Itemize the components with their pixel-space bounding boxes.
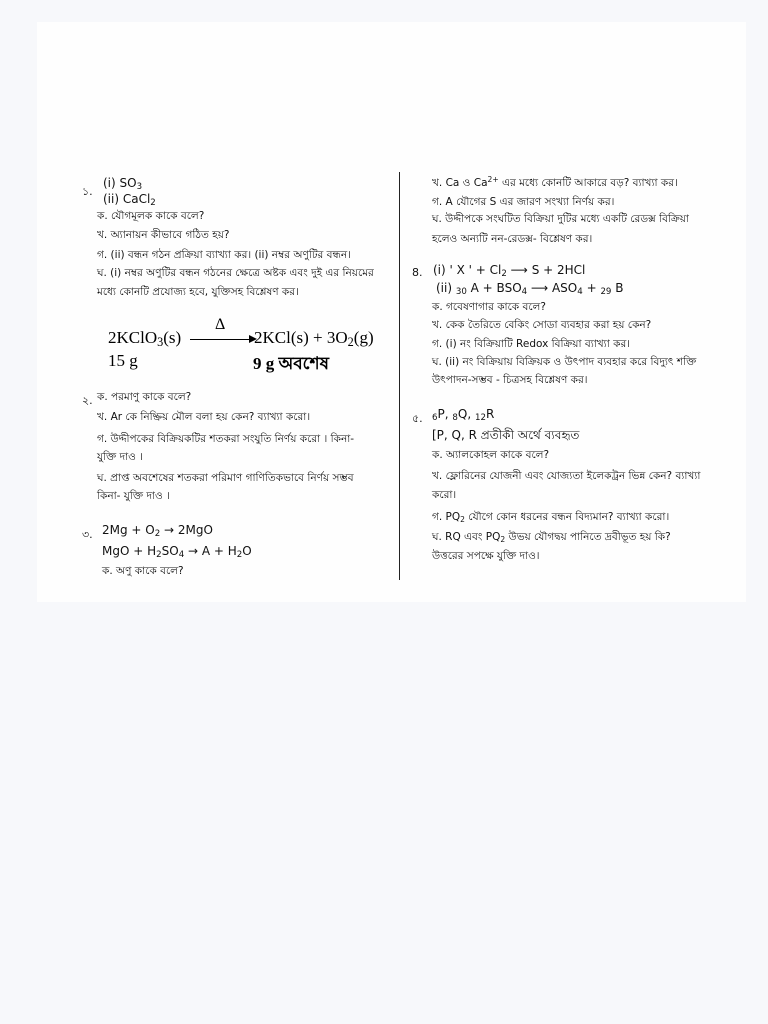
subscript: 2 — [347, 335, 354, 350]
sub-question-b: খ. কেক তৈরিতে বেকিং সোডা ব্যবহার করা হয় কেন? — [432, 319, 652, 331]
equation-text: ⟶ ASO — [527, 281, 578, 295]
reaction-line — [433, 263, 586, 280]
superscript: 2+ — [487, 174, 499, 184]
equation-text: 2KCl(s) + 3O — [254, 328, 348, 347]
reaction-line — [102, 523, 213, 540]
subscript: 29 — [600, 287, 612, 298]
subscript: 2 — [501, 269, 507, 280]
subscript: 4 — [178, 550, 185, 561]
symbol-text: R — [485, 407, 495, 421]
symbol-text: Q, — [457, 407, 475, 421]
sub-question-b-cont: করো। — [432, 489, 457, 501]
subscript: 12 — [474, 413, 486, 424]
subscript: 4 — [521, 287, 528, 298]
reaction-line — [102, 544, 252, 561]
subscript: 3 — [157, 335, 164, 350]
question-number: 8. — [412, 266, 423, 279]
equation-text: MgO + H — [102, 544, 157, 558]
sub-question-c: গ. (ii) বন্ধন গঠন প্রক্রিয়া ব্যাখ্যা কর। (ii) নম্বর অণুটির বন্ধন। — [97, 249, 351, 261]
sub-question-b: খ. অ্যানায়ন কীভাবে গঠিত হয়? — [97, 229, 230, 241]
equation-text: 2KClO — [108, 328, 158, 347]
question-number: ১. — [82, 185, 93, 198]
equation-text: → 2MgO — [160, 523, 213, 537]
equation-text: 2Mg + O — [102, 523, 155, 537]
subscript: 6 — [432, 413, 438, 424]
subscript: 2 — [150, 198, 156, 209]
mass-left: 15 g — [108, 351, 138, 370]
equation-text: → A + H — [184, 544, 237, 558]
subscript: 2 — [500, 534, 506, 544]
equation-text: A + BSO — [466, 281, 522, 295]
subscript: 30 — [455, 287, 467, 298]
sub-question-a: ক. পরমাণু কাকে বলে? — [97, 391, 192, 403]
sub-question-c — [432, 511, 669, 524]
symbol-text: P, — [437, 407, 453, 421]
sub-question-d-cont: উৎপাদন-সম্ভব - চিত্রসহ বিশ্লেষণ কর। — [432, 374, 588, 386]
question-number: ২. — [82, 394, 93, 407]
question-text: খ. Ca ও Ca — [432, 177, 488, 189]
question-number: ৩. — [82, 528, 93, 541]
sub-question-b — [432, 174, 678, 190]
formula-text: (i) SO — [103, 176, 137, 190]
delta-symbol: Δ — [215, 316, 226, 333]
sub-question-c: গ. (i) নং বিক্রিয়াটি Redox বিক্রিয়া ব্যাখ্যা কর। — [432, 338, 630, 350]
sub-question-a: ক. যৌগমূলক কাকে বলে? — [97, 210, 205, 222]
subscript: 3 — [136, 182, 143, 193]
sub-question-b: খ. ফ্লোরিনের যোজনী এবং যোজ্যতা ইলেকট্রন ভিন্ন কেন? ব্যাখ্যা — [432, 470, 701, 482]
equation-text: + — [582, 281, 601, 295]
sub-question-d-cont: উত্তরের সপক্ষে যুক্তি দাও। — [432, 550, 540, 562]
sub-question-d-cont: মধ্যে কোনটি প্রযোজ্য হবে, যুক্তিসহ বিশ্লেষণ কর। — [97, 286, 299, 298]
equation-rhs — [254, 328, 374, 348]
sub-question-d: ঘ. প্রাপ্ত অবশেষের শতকরা পরিমাণ গাণিতিকভাবে নির্ণয় সম্ভব — [97, 472, 354, 484]
sub-question-d: ঘ. উদ্দীপকে সংঘটিত বিক্রিয়া দুটির মধ্যে একটি রেডক্স বিক্রিয়া — [432, 213, 689, 225]
reaction-arrow — [190, 339, 250, 340]
question-text: এর মধ্যে কোনটি আকারে বড়? ব্যাখ্যা কর। — [498, 177, 678, 189]
formula-line — [103, 176, 143, 193]
sub-question-d: ঘ. (ii) নং বিক্রিয়ায় বিক্রিয়ক ও উৎপাদ ব্যবহার করে বিদ্যুৎ শক্তি — [432, 356, 697, 368]
sub-question-a: ক. অ্যালকোহল কাকে বলে? — [432, 449, 550, 461]
sub-question-c: গ. উদ্দীপকের বিক্রিয়কটির শতকরা সংযুতি নির্ণয় করো । কিনা- — [97, 433, 355, 445]
equation-text: (i) ' X ' + Cl — [433, 263, 502, 277]
subscript: 2 — [154, 529, 161, 540]
sub-question-c-cont: যুক্তি দাও । — [97, 451, 143, 463]
equation-text: SO — [161, 544, 179, 558]
sub-question-a: ক. অণু কাকে বলে? — [102, 565, 184, 577]
subscript: 2 — [460, 514, 465, 524]
sub-question-d — [432, 531, 671, 544]
sub-question-a: ক. গবেষণাগার কাকে বলে? — [432, 301, 546, 313]
equation-text: B — [611, 281, 624, 295]
mass-right: 9 g অবশেষ — [253, 354, 329, 373]
symbol-line — [432, 407, 495, 424]
equation-lhs — [108, 328, 181, 348]
equation-text: (g) — [353, 328, 374, 347]
sub-question-d: ঘ. (i) নম্বর অণুটির বন্ধন গঠনের ক্ষেত্রে অষ্টক এবং দুই এর নিয়মের — [97, 267, 374, 279]
question-text: ঘ. RQ এবং PQ — [432, 531, 501, 543]
equation-text: O — [242, 544, 252, 558]
equation-text: ⟶ S + 2HCl — [506, 263, 586, 277]
subscript: 4 — [577, 287, 583, 298]
equation-text: (s) — [163, 328, 182, 347]
formula-text: (ii) CaCl — [103, 192, 151, 206]
subscript: 8 — [452, 413, 458, 424]
formula-line — [103, 192, 156, 209]
subscript: 2 — [156, 550, 162, 561]
question-text: যৌগে কোন ধরনের বন্ধন বিদ্যমান? ব্যাখ্যা করো। — [464, 511, 670, 523]
sub-question-c: গ. A যৌগের S এর জারণ সংখ্যা নির্ণয় কর। — [432, 196, 615, 208]
question-text: উভয় যৌগদ্বয় পানিতে দ্রবীভূত হয় কি? — [505, 531, 671, 543]
sub-question-b: খ. Ar কে নিষ্ক্রিয় মৌল বলা হয় কেন? ব্যাখ্যা করো। — [97, 411, 311, 423]
reaction-line — [436, 281, 624, 298]
question-text: গ. PQ — [432, 511, 461, 523]
sub-question-d-cont: কিনা- যুক্তি দাও । — [97, 490, 170, 502]
subscript: 2 — [236, 550, 243, 561]
column-divider — [399, 172, 400, 580]
equation-text: (ii) — [436, 281, 456, 295]
sub-question-d-cont: হলেও অন্যটি নন-রেডক্স- বিশ্লেষণ কর। — [432, 233, 593, 245]
question-number: ৫. — [412, 412, 423, 425]
symbol-note: [P, Q, R প্রতীকী অর্থে ব্যবহৃত — [432, 428, 580, 442]
